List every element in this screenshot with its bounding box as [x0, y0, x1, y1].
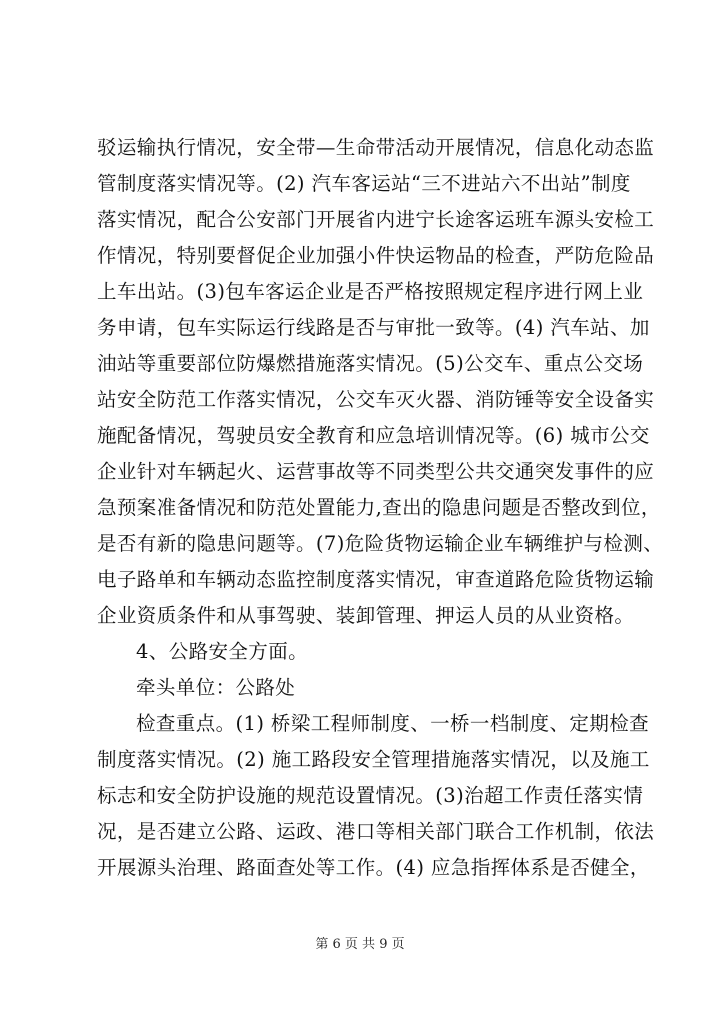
- body-text-line: 施配备情况，驾驶员安全教育和应急培训情况等。(6) 城市公交: [97, 424, 650, 447]
- body-text-line: 企业资质条件和从事驾驶、装卸管理、押运人员的从业资格。: [97, 604, 635, 627]
- body-text-line: 电子路单和车辆动态监控制度落实情况，审查道路危险货物运输: [97, 568, 655, 591]
- body-text-line: 况，是否建立公路、运政、港口等相关部门联合工作机制，依法: [97, 820, 655, 843]
- lead-unit-line: 牵头单位：公路处: [136, 676, 296, 699]
- body-text-line: 急预案准备情况和防范处置能力,查出的隐患问题是否整改到位，: [97, 496, 661, 519]
- body-text-line: 标志和安全防护设施的规范设置情况。(3)治超工作责任落实情: [97, 784, 644, 807]
- body-text-line: 开展源头治理、路面查处等工作。(4) 应急指挥体系是否健全，: [97, 856, 650, 879]
- body-text-line: 驳运输执行情况，安全带—生命带活动开展情况，信息化动态监: [97, 136, 655, 159]
- body-text-line: 上车出站。(3)包车客运企业是否严格按照规定程序进行网上业: [97, 280, 644, 303]
- body-text-line: 作情况，特别要督促企业加强小件快运物品的检查，严防危险品: [97, 244, 655, 267]
- body-text-line: 管制度落实情况等。(2) 汽车客运站“三不进站六不出站”制度: [97, 172, 631, 195]
- body-text-line: 务申请，包车实际运行线路是否与审批一致等。(4) 汽车站、加: [97, 316, 650, 339]
- body-text-line: 站安全防范工作落实情况，公交车灭火器、消防锤等安全设备实: [97, 388, 655, 411]
- body-text-line: 制度落实情况。(2) 施工路段安全管理措施落实情况，以及施工: [97, 748, 650, 771]
- body-text-line: 企业针对车辆起火、运营事故等不同类型公共交通突发事件的应: [97, 460, 655, 483]
- body-text-line: 是否有新的隐患问题等。(7)危险货物运输企业车辆维护与检测、: [97, 532, 664, 555]
- body-text-line: 检查重点。(1) 桥梁工程师制度、一桥一档制度、定期检查: [136, 712, 650, 735]
- section-heading: 4、公路安全方面。: [136, 640, 309, 663]
- page-number-footer: 第 6 页 共 9 页: [315, 937, 405, 952]
- body-text-line: 落实情况，配合公安部门开展省内进宁长途客运班车源头安检工: [97, 208, 655, 231]
- body-text-line: 油站等重要部位防爆燃措施落实情况。(5)公交车、重点公交场: [97, 352, 644, 375]
